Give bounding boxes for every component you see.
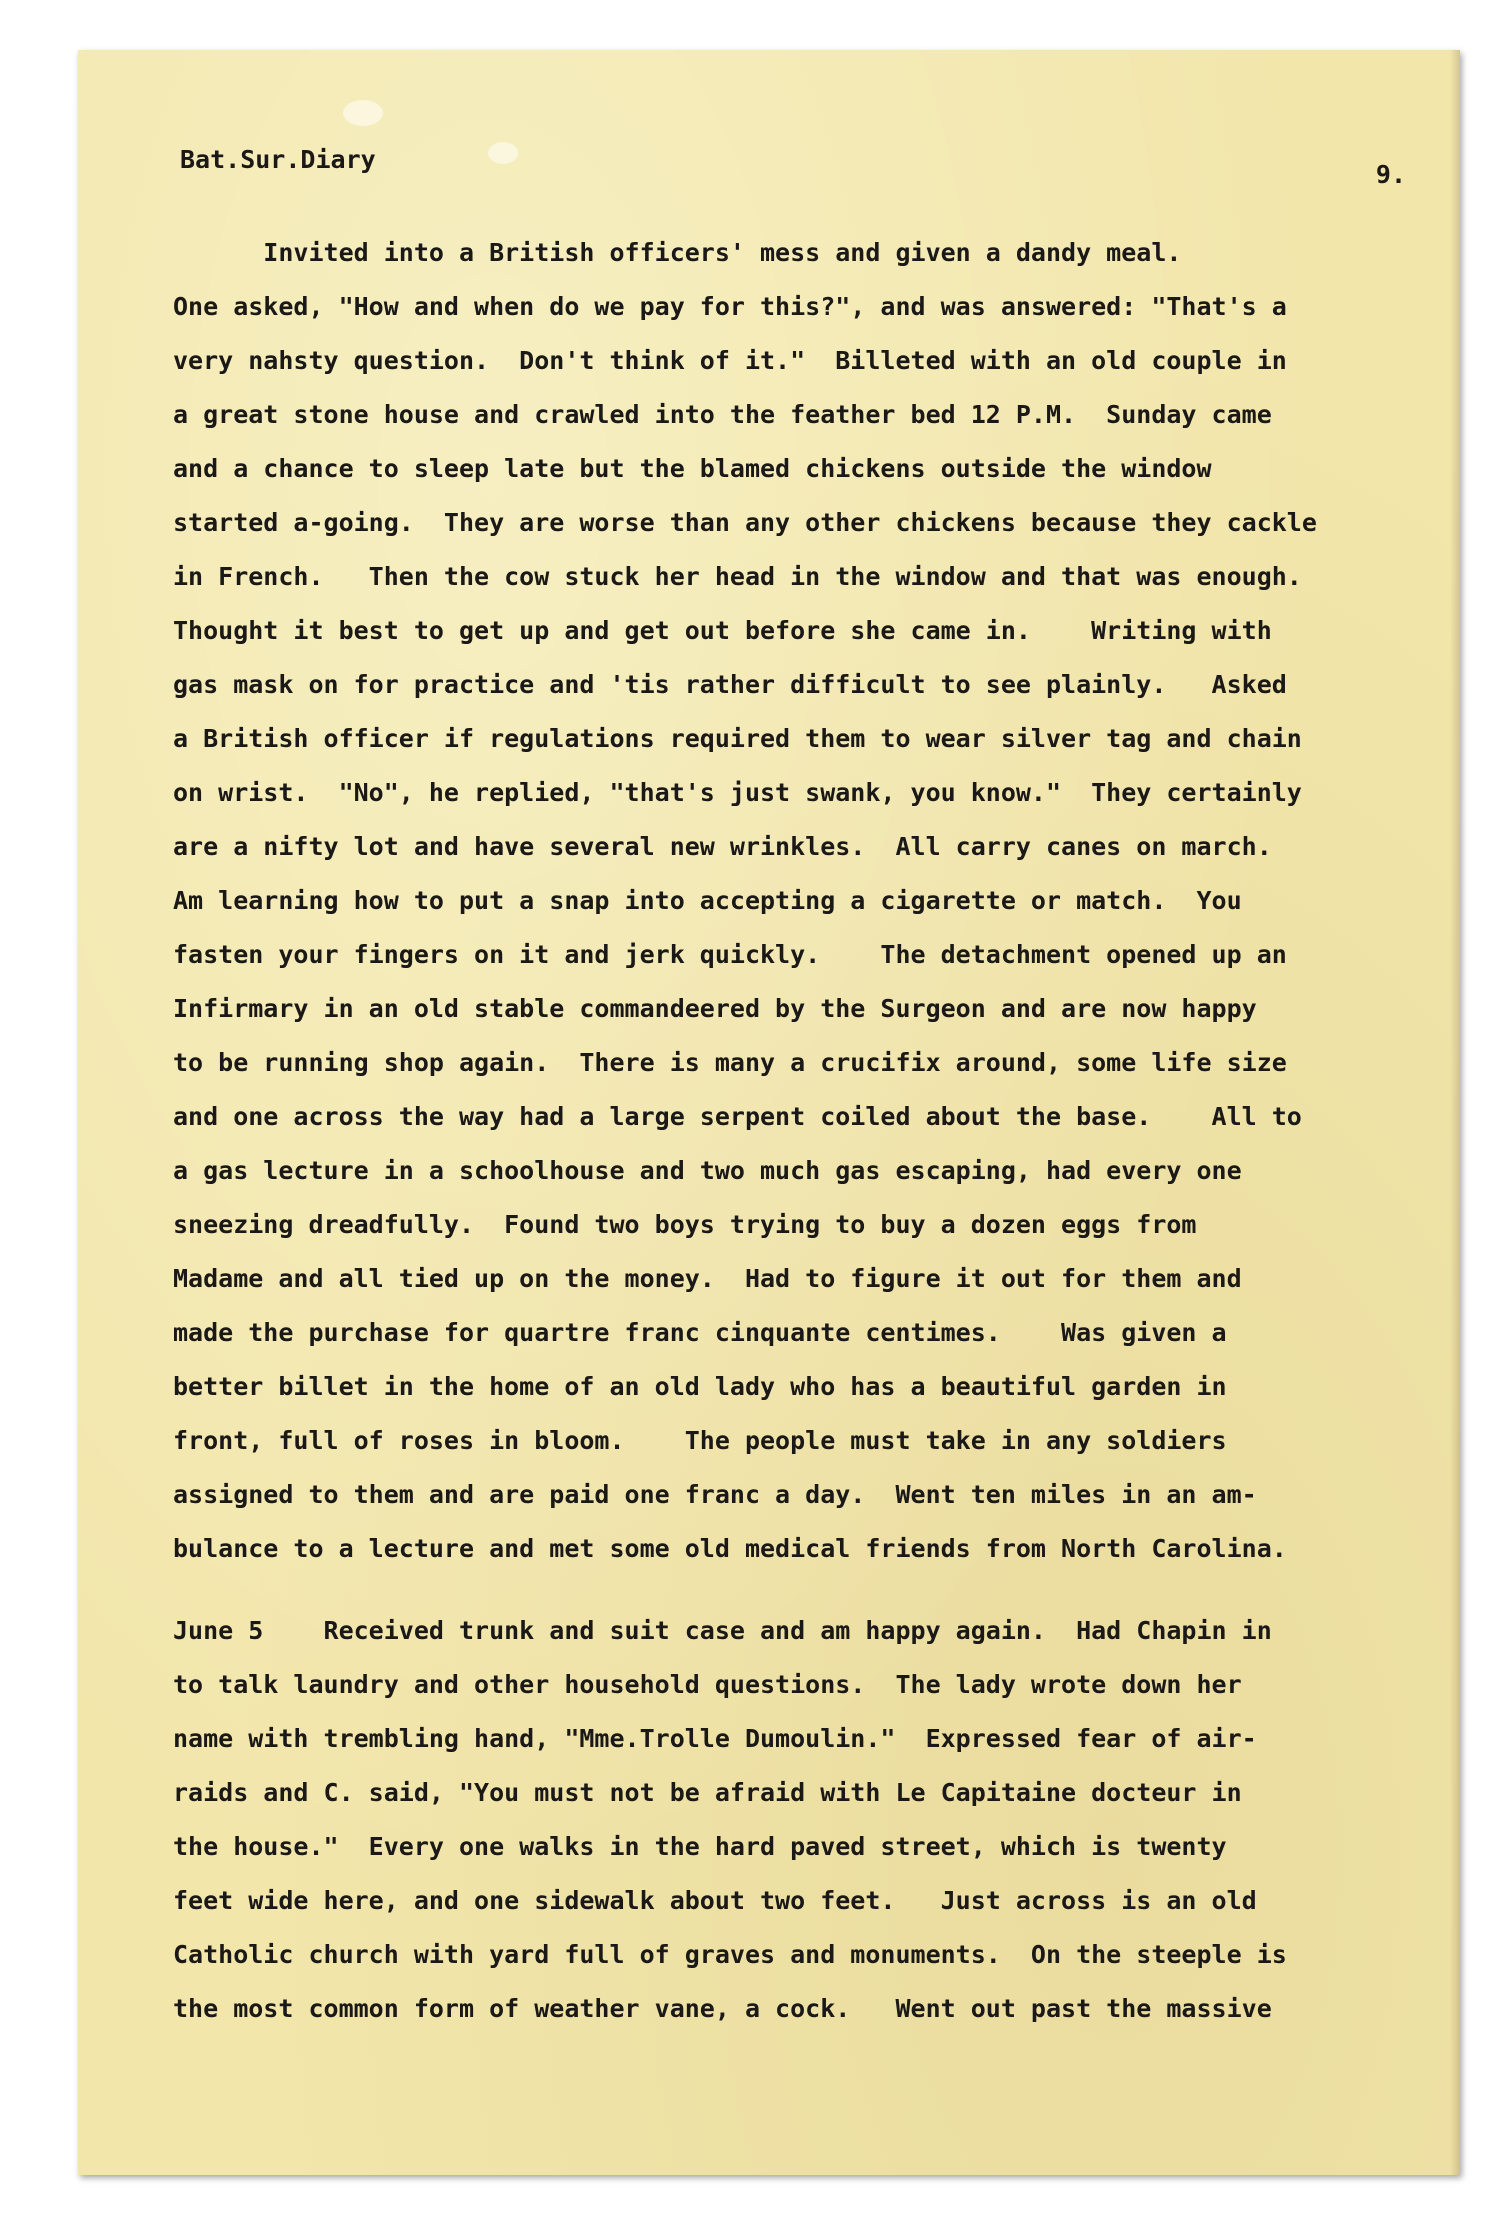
- text-line: Catholic church with yard full of graves and monuments. On the steeple is: [173, 1940, 1287, 1969]
- text-line: fasten your fingers on it and jerk quickly. The detachment opened up an: [173, 940, 1287, 969]
- text-line: to talk laundry and other household questions. The lady wrote down her: [173, 1670, 1242, 1699]
- text-line: June 5 Received trunk and suit case and am happy again. Had Chapin in: [173, 1616, 1272, 1645]
- text-line: in French. Then the cow stuck her head in the window and that was enough.: [173, 562, 1302, 591]
- header-title: Bat.Sur.Diary: [180, 145, 376, 174]
- text-line: sneezing dreadfully. Found two boys trying to buy a dozen eggs from: [173, 1210, 1197, 1239]
- text-line: the house." Every one walks in the hard paved street, which is twenty: [173, 1832, 1227, 1861]
- page-edge-shadow: [1450, 50, 1460, 2175]
- text-line: Infirmary in an old stable commandeered by the Surgeon and are now happy: [173, 994, 1257, 1023]
- text-line: started a-going. They are worse than any other chickens because they cackle: [173, 508, 1317, 537]
- text-line: a gas lecture in a schoolhouse and two much gas escaping, had every one: [173, 1156, 1242, 1185]
- text-line: and a chance to sleep late but the blamed chickens outside the window: [173, 454, 1212, 483]
- text-line: very nahsty question. Don't think of it." Billeted with an old couple in: [173, 346, 1287, 375]
- text-line: on wrist. "No", he replied, "that's just swank, you know." They certainly: [173, 778, 1302, 807]
- page-number: 9.: [1375, 160, 1406, 189]
- text-line: assigned to them and are paid one franc a day. Went ten miles in an am-: [173, 1480, 1257, 1509]
- text-line: bulance to a lecture and met some old medical friends from North Carolina.: [173, 1534, 1287, 1563]
- text-line: a great stone house and crawled into the feather bed 12 P.M. Sunday came: [173, 400, 1272, 429]
- text-line: name with trembling hand, "Mme.Trolle Dumoulin." Expressed fear of air-: [173, 1724, 1257, 1753]
- text-line: are a nifty lot and have several new wrinkles. All carry canes on march.: [173, 832, 1272, 861]
- paper-stain: [488, 142, 518, 164]
- text-line: better billet in the home of an old lady who has a beautiful garden in: [173, 1372, 1227, 1401]
- text-line: feet wide here, and one sidewalk about two feet. Just across is an old: [173, 1886, 1257, 1915]
- text-line: Am learning how to put a snap into accepting a cigarette or match. You: [173, 886, 1242, 915]
- text-line: made the purchase for quartre franc cinquante centimes. Was given a: [173, 1318, 1227, 1347]
- diary-page: [78, 50, 1460, 2175]
- paper-stain: [343, 100, 383, 126]
- text-line: Invited into a British officers' mess and given a dandy meal.: [173, 238, 1182, 267]
- text-line: to be running shop again. There is many a crucifix around, some life size: [173, 1048, 1287, 1077]
- text-line: gas mask on for practice and 'tis rather difficult to see plainly. Asked: [173, 670, 1287, 699]
- text-line: a British officer if regulations required them to wear silver tag and chain: [173, 724, 1302, 753]
- text-line: front, full of roses in bloom. The people must take in any soldiers: [173, 1426, 1227, 1455]
- text-line: Madame and all tied up on the money. Had to figure it out for them and: [173, 1264, 1242, 1293]
- text-line: raids and C. said, "You must not be afraid with Le Capitaine docteur in: [173, 1778, 1242, 1807]
- text-line: the most common form of weather vane, a cock. Went out past the massive: [173, 1994, 1272, 2023]
- text-line: and one across the way had a large serpent coiled about the base. All to: [173, 1102, 1302, 1131]
- text-line: One asked, "How and when do we pay for this?", and was answered: "That's a: [173, 292, 1287, 321]
- text-line: Thought it best to get up and get out before she came in. Writing with: [173, 616, 1272, 645]
